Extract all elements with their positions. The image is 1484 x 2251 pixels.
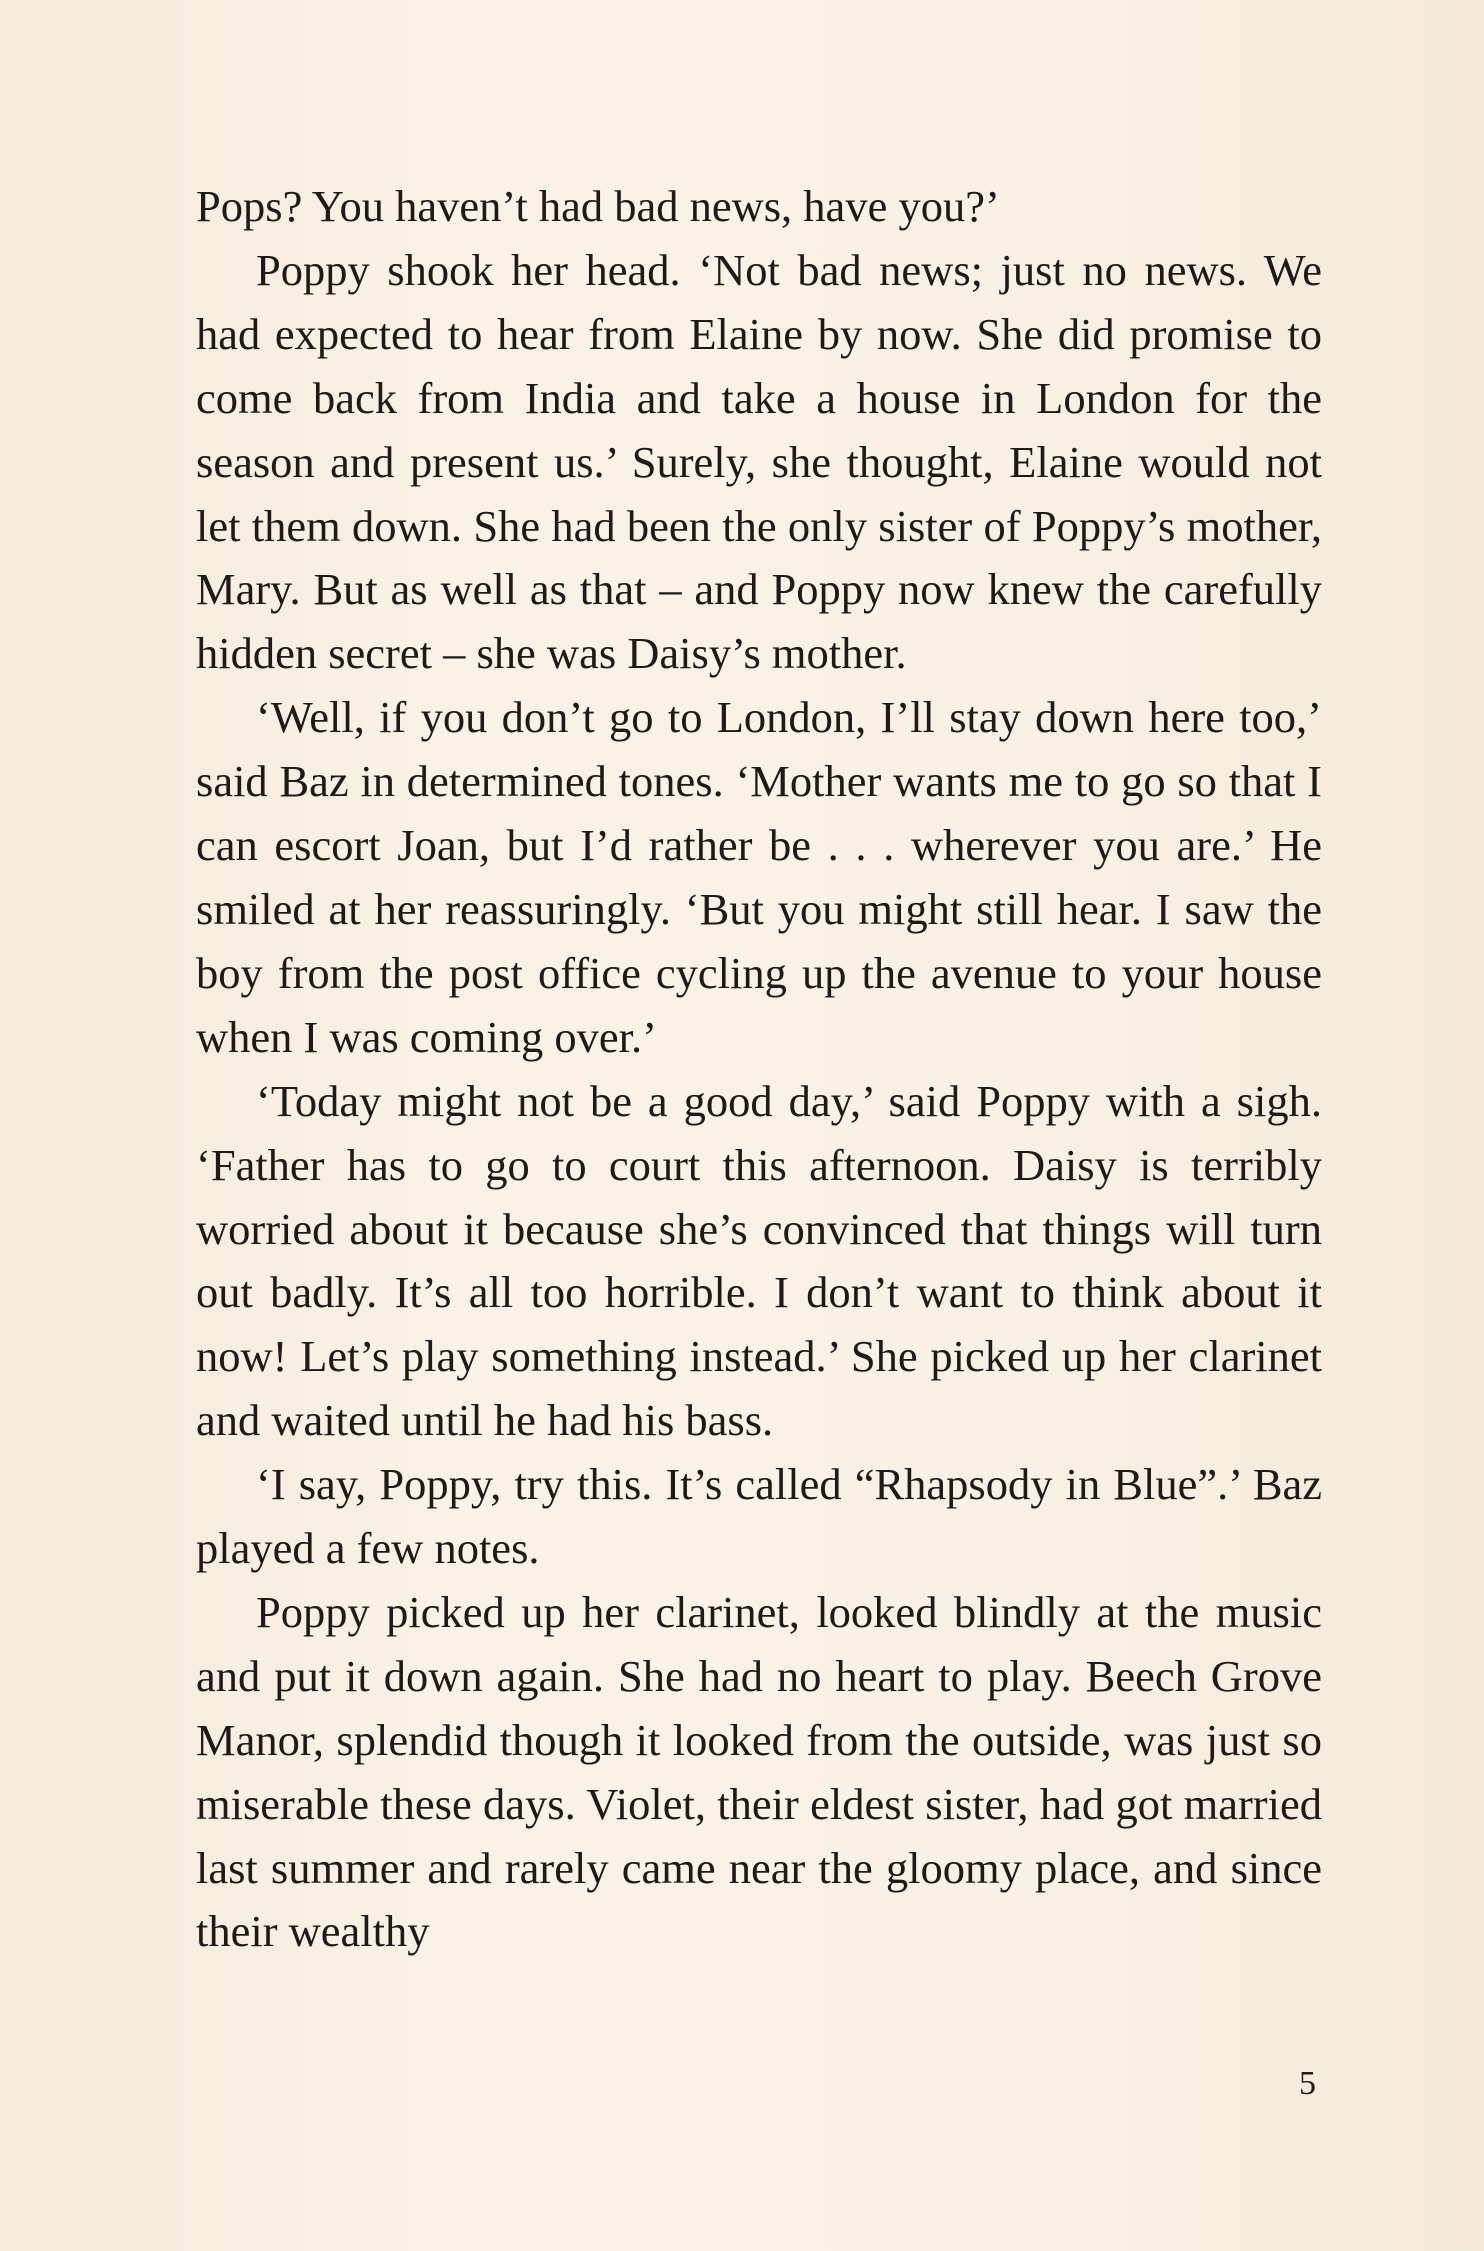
paragraph-6: Poppy picked up her clarinet, looked blindly at the music and put it down again. She had no heart to play. Beech Grove Manor, splendid though it looked from the outside, was just so miserable these days. Violet, their eldest sister, had got married last summer and rarely came near the gloomy place, and since their wealthy: [196, 1586, 1322, 1957]
paragraph-4: ‘Today might not be a good day,’ said Poppy with a sigh. ‘Father has to go to court this afternoon. Daisy is terribly worried about it because she’s convinced that things will turn out badly. It’s all too horrible. I don’t want to think about it now! Let’s play something instead.’ She picked up her clarinet and waited until he had his bass.: [196, 1075, 1322, 1446]
body-text: [196, 175, 1322, 1964]
paragraph-2: Poppy shook her head. ‘Not bad news; just no news. We had expected to hear from Elaine by now. She did promise to come back from India and take a house in London for the season and present us.’ Surely, she thought, Elaine would not let them down. She had been the only sister of Poppy’s mother, Mary. But as well as that – and Poppy now knew the carefully hidden secret – she was Daisy’s mother.: [196, 244, 1322, 679]
paragraph-5: ‘I say, Poppy, try this. It’s called “Rhapsody in Blue”.’ Baz played a few notes.: [196, 1459, 1322, 1574]
page-number: 5: [1299, 2065, 1316, 2102]
paragraph-3: ‘Well, if you don’t go to London, I’ll stay down here too,’ said Baz in determined tones. ‘Mother wants me to go so that I can escort Joan, but I’d rather be . . . wherever you are.’ He smiled at her reassuringly. ‘But you might still hear. I saw the boy from the post office cycling up the avenue to your house when I was coming over.’: [196, 692, 1322, 1062]
paragraph-1: Pops? You haven’t had bad news, have you?’: [196, 181, 1000, 231]
